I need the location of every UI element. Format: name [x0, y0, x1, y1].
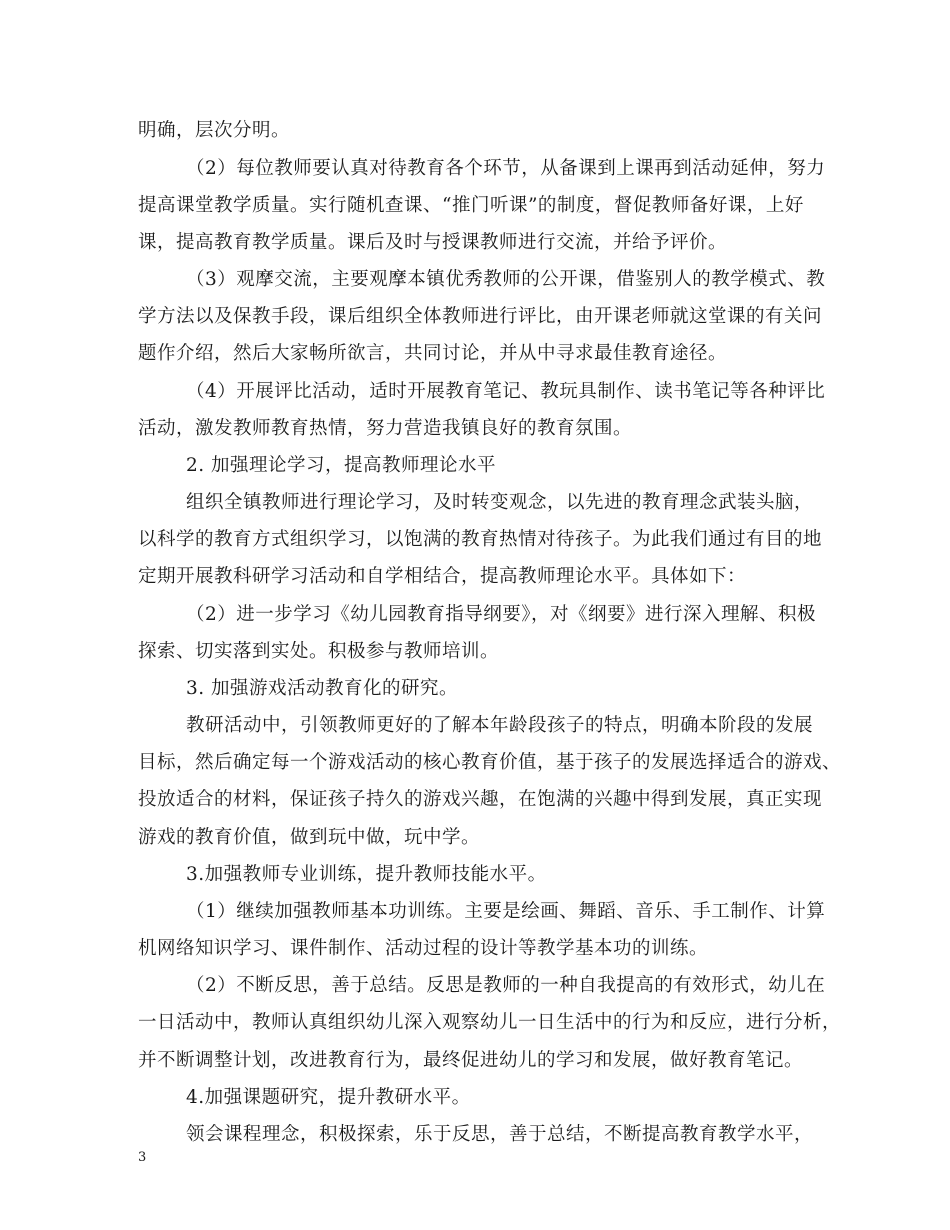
section-heading: 3.加强教师专业训练，提升教师技能水平。: [186, 864, 547, 885]
text-line: 机网络知识学习、课件制作、活动过程的设计等教学基本功的训练。: [138, 938, 709, 959]
text-line: 并不断调整计划，改进教育行为，最终促进幼儿的学习和发展，做好教育笔记。: [138, 1050, 804, 1071]
text-line: 提高课堂教学质量。实行随机查课、“推门听课”的制度，督促教师备好课，上好: [138, 195, 804, 216]
text-line: （4）开展评比活动，适时开展教育笔记、教玩具制作、读书笔记等各种评比: [186, 381, 826, 402]
text-line: 学方法以及保教手段，课后组织全体教师进行评比，由开课老师就这堂课的有关问: [138, 306, 823, 327]
text-line: 目标，然后确定每一个游戏活动的核心教育价值，基于孩子的发展选择适合的游戏、: [138, 752, 842, 773]
text-line: 教研活动中，引领教师更好的了解本年龄段孩子的特点，明确本阶段的发展: [186, 715, 814, 736]
text-line: 组织全镇教师进行理论学习，及时转变观念，以先进的教育理念武装头脑，: [186, 492, 814, 513]
page-number: 3: [138, 1150, 147, 1165]
text-line: （2）不断反思，善于总结。反思是教师的一种自我提高的有效形式，幼儿在: [186, 975, 826, 996]
text-line: 以科学的教育方式组织学习，以饱满的教育热情对待孩子。为此我们通过有目的地: [138, 529, 823, 550]
text-line: （1）继续加强教师基本功训练。主要是绘画、舞蹈、音乐、手工制作、计算: [186, 901, 826, 922]
text-line: 活动，激发教师教育热情，努力营造我镇良好的教育氛围。: [138, 418, 633, 439]
section-heading: 3. 加强游戏活动教育化的研究。: [186, 678, 459, 699]
text-line: 一日活动中，教师认真组织幼儿深入观察幼儿一日生活中的行为和反应，进行分析，: [138, 1012, 842, 1033]
text-line: 课，提高教育教学质量。课后及时与授课教师进行交流，并给予评价。: [138, 232, 728, 253]
text-line: 探索、切实落到实处。积极参与教师培训。: [138, 641, 500, 662]
section-heading: 2. 加强理论学习，提高教师理论水平: [186, 455, 497, 476]
text-line: 投放适合的材料，保证孩子持久的游戏兴趣，在饱满的兴趣中得到发展，真正实现: [138, 789, 823, 810]
text-line: 定期开展教科研学习活动和自学相结合，提高教师理论水平。具体如下：: [138, 566, 747, 587]
text-line: （3）观摩交流，主要观摩本镇优秀教师的公开课，借鉴别人的教学模式、教: [186, 269, 826, 290]
text-line: 明确，层次分明。: [138, 120, 291, 141]
text-line: 题作介绍，然后大家畅所欲言，共同讨论，并从中寻求最佳教育途径。: [138, 343, 728, 364]
text-line: （2）进一步学习《幼儿园教育指导纲要》，对《纲要》进行深入理解、积极: [186, 604, 817, 625]
text-line: 领会课程理念，积极探索，乐于反思，善于总结，不断提高教育教学水平，: [186, 1124, 814, 1145]
section-heading: 4.加强课题研究，提升教研水平。: [186, 1087, 471, 1108]
text-line: （2）每位教师要认真对待教育各个环节，从备课到上课再到活动延伸，努力: [186, 158, 826, 179]
text-line: 游戏的教育价值，做到玩中做，玩中学。: [138, 827, 481, 848]
